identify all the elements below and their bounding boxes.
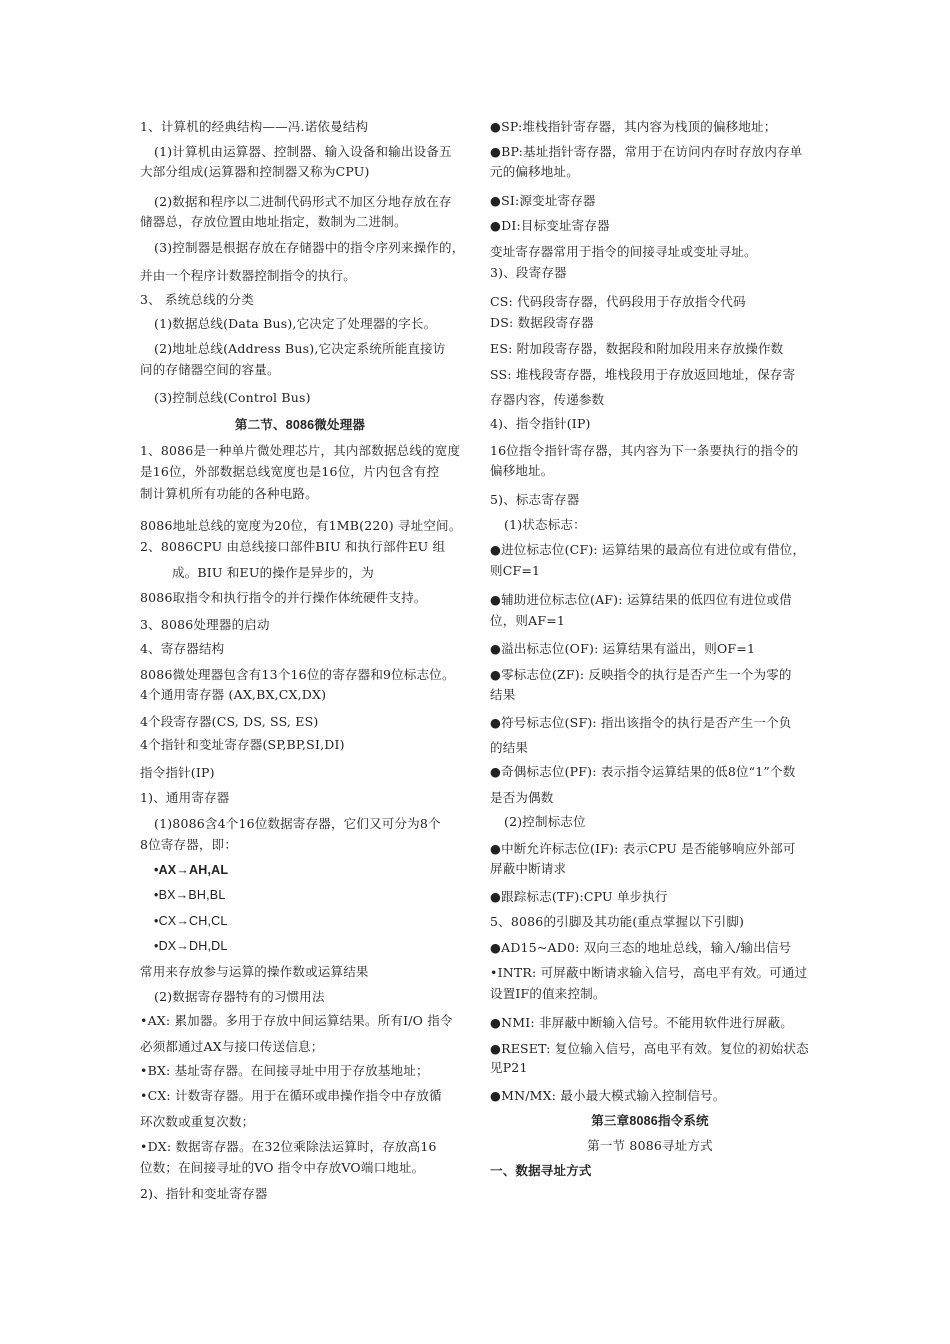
section-heading: 1)、通用寄存器 xyxy=(140,790,230,805)
paragraph-line: 2、8086CPU 由总线接口部件BIU 和执行部件EU 组 xyxy=(140,539,446,554)
paragraph-line: 变址寄存器常用于指令的间接寻址或变址寻址。 xyxy=(490,244,757,259)
section-heading: 3)、段寄存器 xyxy=(490,265,567,280)
paragraph-line: 的结果 xyxy=(490,740,529,755)
paragraph-line: 问的存储器空间的容量。 xyxy=(140,362,280,377)
bullet-line: ●进位标志位(CF): 运算结果的最高位有进位或有借位， xyxy=(490,542,806,557)
paragraph-line: 偏移地址。 xyxy=(490,463,554,478)
paragraph-line: 设置IF的值来控制。 xyxy=(490,986,606,1001)
paragraph-line: 位，则AF=1 xyxy=(490,613,566,628)
paragraph-line: 成。BIU 和EU的操作是异步的，为 xyxy=(172,565,374,580)
section-heading: 4、寄存器结构 xyxy=(140,641,225,656)
register-bullet: •AX→AH,AL xyxy=(154,863,229,877)
paragraph-line: 环次数或重复次数； xyxy=(140,1114,255,1129)
paragraph-line: (3)控制总线(Control Bus) xyxy=(154,390,311,405)
bullet-line: ●跟踪标志(TF):CPU 单步执行 xyxy=(490,889,668,904)
bullet-line: ●AD15~AD0: 双向三态的地址总线，输入/输出信号 xyxy=(490,940,792,955)
bullet-line: ●辅助进位标志位(AF): 运算结果的低四位有进位或借 xyxy=(490,592,792,607)
paragraph-line: (1)计算机由运算器、控制器、输入设备和输出设备五 xyxy=(154,144,452,159)
section-heading: 3、8086处理器的启动 xyxy=(140,617,270,632)
paragraph-line: 4个指针和变址寄存器(SP,BP,SI,DI) xyxy=(140,737,345,752)
paragraph-line: 位数；在间接寻址的VO 指令中存放VO端口地址。 xyxy=(140,1160,425,1175)
paragraph-line: 指令指针(IP) xyxy=(140,765,215,780)
bullet-line: ●BP:基址指针寄存器，常用于在访问内存时存放内存单 xyxy=(490,144,803,159)
paragraph-line: 必须都通过AX与接口传送信息； xyxy=(140,1039,324,1054)
paragraph-line: (1)状态标志： xyxy=(504,517,586,532)
paragraph-line: SS: 堆栈段寄存器，堆栈段用于存放返回地址，保存寄 xyxy=(490,367,796,382)
paragraph-line: 1、8086是一种单片微处理芯片，其内部数据总线的宽度 xyxy=(140,443,461,458)
bullet-line: ●奇偶标志位(PF): 表示指令运算结果的低8位“1”个数 xyxy=(490,764,796,779)
register-bullet: •BX→BH,BL xyxy=(154,888,226,902)
bullet-line: •DX: 数据寄存器。在32位乘除法运算时，存放高16 xyxy=(140,1139,437,1154)
paragraph-line: (3)控制器是根据存放在存储器中的指令序列来操作的， xyxy=(154,240,465,255)
paragraph-line: 8086取指令和执行指令的并行操作体统硬件支持。 xyxy=(140,590,427,605)
paragraph-line: 结果 xyxy=(490,687,516,702)
paragraph-line: DS: 数据段寄存器 xyxy=(490,315,594,330)
paragraph-line: (2)地址总线(Address Bus),它决定系统所能直接访 xyxy=(154,341,446,356)
chapter-title: 第三章8086指令系统 xyxy=(591,1114,709,1128)
paragraph-line: 8086地址总线的宽度为20位，有1MB(220) 寻址空间。 xyxy=(140,518,462,533)
bullet-line: ●DI:目标变址寄存器 xyxy=(490,218,610,233)
bullet-line: ●NMI: 非屏蔽中断输入信号。不能用软件进行屏蔽。 xyxy=(490,1015,793,1030)
chapter-section-title: 第二节、8086微处理器 xyxy=(234,418,366,432)
bullet-line: ●零标志位(ZF): 反映指令的执行是否产生一个为零的 xyxy=(490,667,792,682)
paragraph-line: 8位寄存器，即： xyxy=(140,837,238,852)
section-heading: 5、8086的引脚及其功能(重点掌握以下引脚) xyxy=(490,914,745,929)
paragraph-line: (1)数据总线(Data Bus),它决定了处理器的字长。 xyxy=(154,316,437,331)
paragraph-line: CS: 代码段寄存器，代码段用于存放指令代码 xyxy=(490,294,746,309)
paragraph-line: 存器内容，传递参数 xyxy=(490,392,605,407)
paragraph-line: 是16位，外部数据总线宽度也是16位，片内包含有控 xyxy=(140,464,440,479)
section-heading: 5)、标志寄存器 xyxy=(490,492,580,507)
paragraph-line: 制计算机所有功能的各种电路。 xyxy=(140,486,318,501)
paragraph-line: 元的偏移地址。 xyxy=(490,164,579,179)
paragraph-line: 4个通用寄存器 (AX,BX,CX,DX) xyxy=(140,687,327,702)
paragraph-line: (2)数据和程序以二进制代码形式不加区分地存放在存 xyxy=(154,194,452,209)
paragraph-line: (1)8086含4个16位数据寄存器，它们又可分为8个 xyxy=(154,816,441,831)
paragraph-line: 并由一个程序计数器控制指令的执行。 xyxy=(140,268,356,283)
bullet-line: •AX: 累加器。多用于存放中间运算结果。所有I/O 指令 xyxy=(140,1013,453,1028)
paragraph-line: 大部分组成(运算器和控制器又称为CPU) xyxy=(140,164,370,179)
section-heading: 2)、指针和变址寄存器 xyxy=(140,1186,268,1201)
paragraph-line: 储器总，存放位置由地址指定，数制为二进制。 xyxy=(140,214,407,229)
bullet-line: ●SP:堆栈指针寄存器，其内容为栈顶的偏移地址； xyxy=(490,119,777,134)
paragraph-line: (2)数据寄存器特有的习惯用法 xyxy=(154,989,325,1004)
section-heading: 1、计算机的经典结构——冯.诺依曼结构 xyxy=(140,119,369,134)
section-heading: 4)、指令指针(IP) xyxy=(490,416,591,431)
paragraph-line: 屏蔽中断请求 xyxy=(490,861,567,876)
paragraph-line: ES: 附加段寄存器，数据段和附加段用来存放操作数 xyxy=(490,341,784,356)
bullet-line: ●溢出标志位(OF): 运算结果有溢出，则OF=1 xyxy=(490,641,756,656)
register-bullet: •DX→DH,DL xyxy=(154,939,228,953)
section-title: 第一节 8086寻址方式 xyxy=(587,1138,713,1153)
paragraph-line: 见P21 xyxy=(490,1060,528,1075)
paragraph-line: (2)控制标志位 xyxy=(504,814,586,829)
bullet-line: ●符号标志位(SF): 指出该指令的执行是否产生一个负 xyxy=(490,715,792,730)
subsection-heading: 一、数据寻址方式 xyxy=(490,1164,592,1178)
bullet-line: ●RESET: 复位输入信号，高电平有效。复位的初始状态 xyxy=(490,1041,809,1056)
paragraph-line: 16位指令指针寄存器，其内容为下一条要执行的指令的 xyxy=(490,443,799,458)
section-heading: 3、 系统总线的分类 xyxy=(140,292,254,307)
bullet-line: ●MN/MX: 最小最大模式输入控制信号。 xyxy=(490,1088,726,1103)
paragraph-line: 则CF=1 xyxy=(490,563,541,578)
paragraph-line: 是否为偶数 xyxy=(490,790,554,805)
bullet-line: •BX: 基址寄存器。在间接寻址中用于存放基地址； xyxy=(140,1063,429,1078)
bullet-line: •INTR: 可屏蔽中断请求输入信号，高电平有效。可通过 xyxy=(490,965,808,980)
register-bullet: •CX→CH,CL xyxy=(154,914,228,928)
paragraph-line: 4个段寄存器(CS, DS, SS, ES) xyxy=(140,714,319,729)
paragraph-line: 8086微处理器包含有13个16位的寄存器和9位标志位。 xyxy=(140,667,455,682)
bullet-line: ●中断允许标志位(IF): 表示CPU 是否能够响应外部可 xyxy=(490,841,796,856)
bullet-line: ●SI:源变址寄存器 xyxy=(490,193,596,208)
bullet-line: •CX: 计数寄存器。用于在循环或串操作指令中存放循 xyxy=(140,1088,442,1103)
paragraph-line: 常用来存放参与运算的操作数或运算结果 xyxy=(140,964,369,979)
